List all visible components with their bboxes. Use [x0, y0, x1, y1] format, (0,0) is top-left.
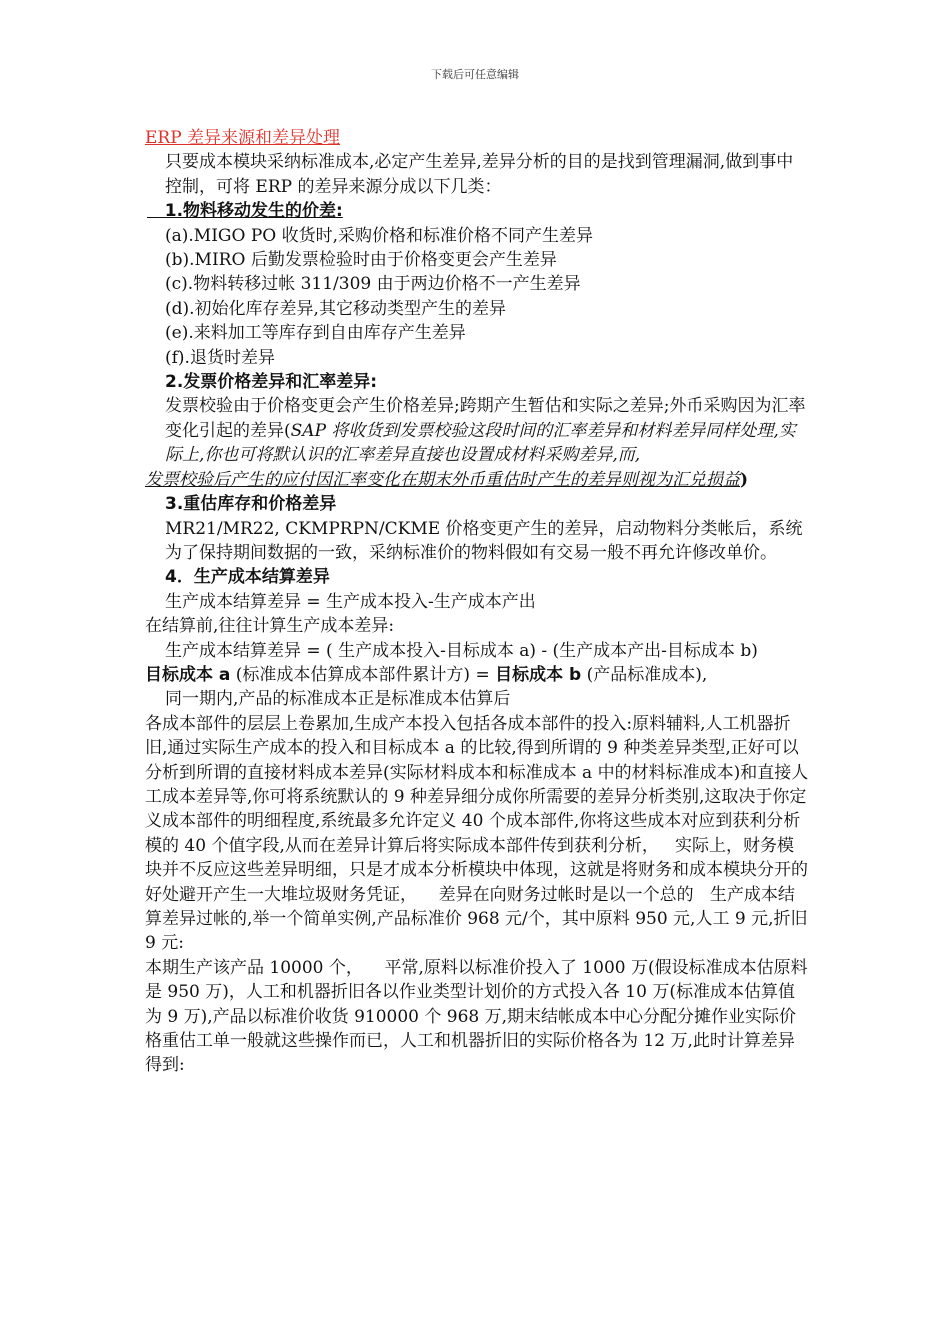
section-3-paragraph: MR21/MR22, CKMPRPN/CKME 价格变更产生的差异，启动物料分类帐后，系统为了保持期间数据的一致，采纳标准价的物料假如有交易一般不再允许修改单价。: [165, 518, 803, 563]
section-2-text: 发票校验由于价格变更会产生价格差异;跨期产生暂估和实际之差异;外币采购因为汇率变化引起的差异(: [165, 396, 806, 441]
document-title[interactable]: ERP 差异来源和差异处理: [145, 128, 341, 148]
same-period-line: 同一期内,产品的标准成本正是标准成本估算后: [165, 689, 511, 710]
target-cost-b-note: (产品标准成本),: [581, 664, 708, 685]
target-cost-a: 目标成本 a: [145, 664, 231, 685]
section-2-paragraph: [145, 394, 810, 467]
section-2-italic-text: SAP 将收货到发票校验这段时间的汇率差异和材料差异同样处理,实际上,你也可将默认识的汇率差异直接也设置成材料采购差异,而,: [165, 420, 796, 466]
section-2-underline-paragraph: [145, 468, 810, 492]
section-4-paragraph-1: 各成本部件的层层上卷累加,生成产本投入包括各成本部件的投入:原料辅料,人工机器折旧,通过实际生产成本的投入和目标成本 a 的比较,得到所谓的 9 种类差异类型,正好可以分析到所谓的直接材料成本差异(实际材料成本和标准成本 a 中的材料标准成本)和直接人工成本差异等,你可将系统默认的 9 种差异细分成你所需要的差异分析类别,这取决于你定义成本部件的明细程度,系统最多允许定义 40 个成本部件,你将这些成本对应到获利分析模的 40 个值字段,从而在差异计算后将实际成本部件传到获利分析， 实际上，财务模块并不反应这些差异明细，只是才成本分析模块中体现，这就是将财务和成本模块分开的好处避开产生一大堆垃圾财务凭证， 差异在向财务过帐时是以一个总的 生产成本结算差异过帐的,举一个简单实例,产品标准价 968 元/个，其中原料 950 元,人工 9 元,折旧 9 元:: [145, 713, 813, 954]
section-2-underline-text: 发票校验后产生的应付因汇率变化在期末外币重估时产生的差异则视为汇兑损益: [145, 469, 740, 490]
intro-paragraph: 只要成本模块采纳标准成本,必定产生差异,差异分析的目的是找到管理漏洞,做到事中控制，可将 ERP 的差异来源分成以下几类：: [165, 152, 794, 197]
section-1-heading: 1.物料移动发生的价差:: [147, 201, 343, 222]
page-header: 下载后可任意编辑: [431, 68, 519, 81]
formula-1: 生产成本结算差异 = 生产成本投入-生产成本产出: [165, 591, 536, 612]
list-item: (c).物料转移过帐 311/309 由于两边价格不一产生差异: [165, 274, 581, 295]
section-3-heading: 3.重估库存和价格差异: [165, 494, 337, 515]
section-2-close-paren: ): [740, 469, 749, 490]
formula-2: 生产成本结算差异 = ( 生产成本投入-目标成本 a) - (生产成本产出-目标成本 b): [165, 640, 758, 661]
list-item: (f).退货时差异: [165, 347, 275, 368]
document-body: [145, 126, 813, 1078]
list-item: (a).MIGO PO 收货时,采购价格和标准价格不同产生差异: [165, 225, 594, 246]
list-item: (d).初始化库存差异,其它移动类型产生的差异: [165, 298, 506, 319]
section-2-heading: 2.发票价格差异和汇率差异:: [165, 372, 378, 393]
target-cost-line: [145, 663, 810, 687]
target-cost-b: 目标成本 b: [495, 664, 582, 685]
section-4-heading: 4．生产成本结算差异: [165, 567, 330, 588]
section-4-line: 在结算前,往往计算生产成本差异:: [145, 616, 395, 637]
list-item: (e).来料加工等库存到自由库存产生差异: [165, 323, 466, 344]
section-4-paragraph-2: 本期生产该产品 10000 个， 平常,原料以标准价投入了 1000 万(假设标准成本估原料是 950 万)，人工和机器折旧各以作业类型计划价的方式投入各 10 万(标准成本估算值为 9 万),产品以标准价收货 910000 个 968 万,期末结帐成本中心分配分摊作业实际价格重估工单一般就这些操作而已，人工和机器折旧的实际价格各为 12 万,此时计算差异得到:: [145, 957, 808, 1076]
list-item: (b).MIRO 后勤发票检验时由于价格变更会产生差异: [165, 250, 557, 271]
target-cost-a-note: (标准成本估算成本部件累计方) =: [230, 664, 496, 685]
